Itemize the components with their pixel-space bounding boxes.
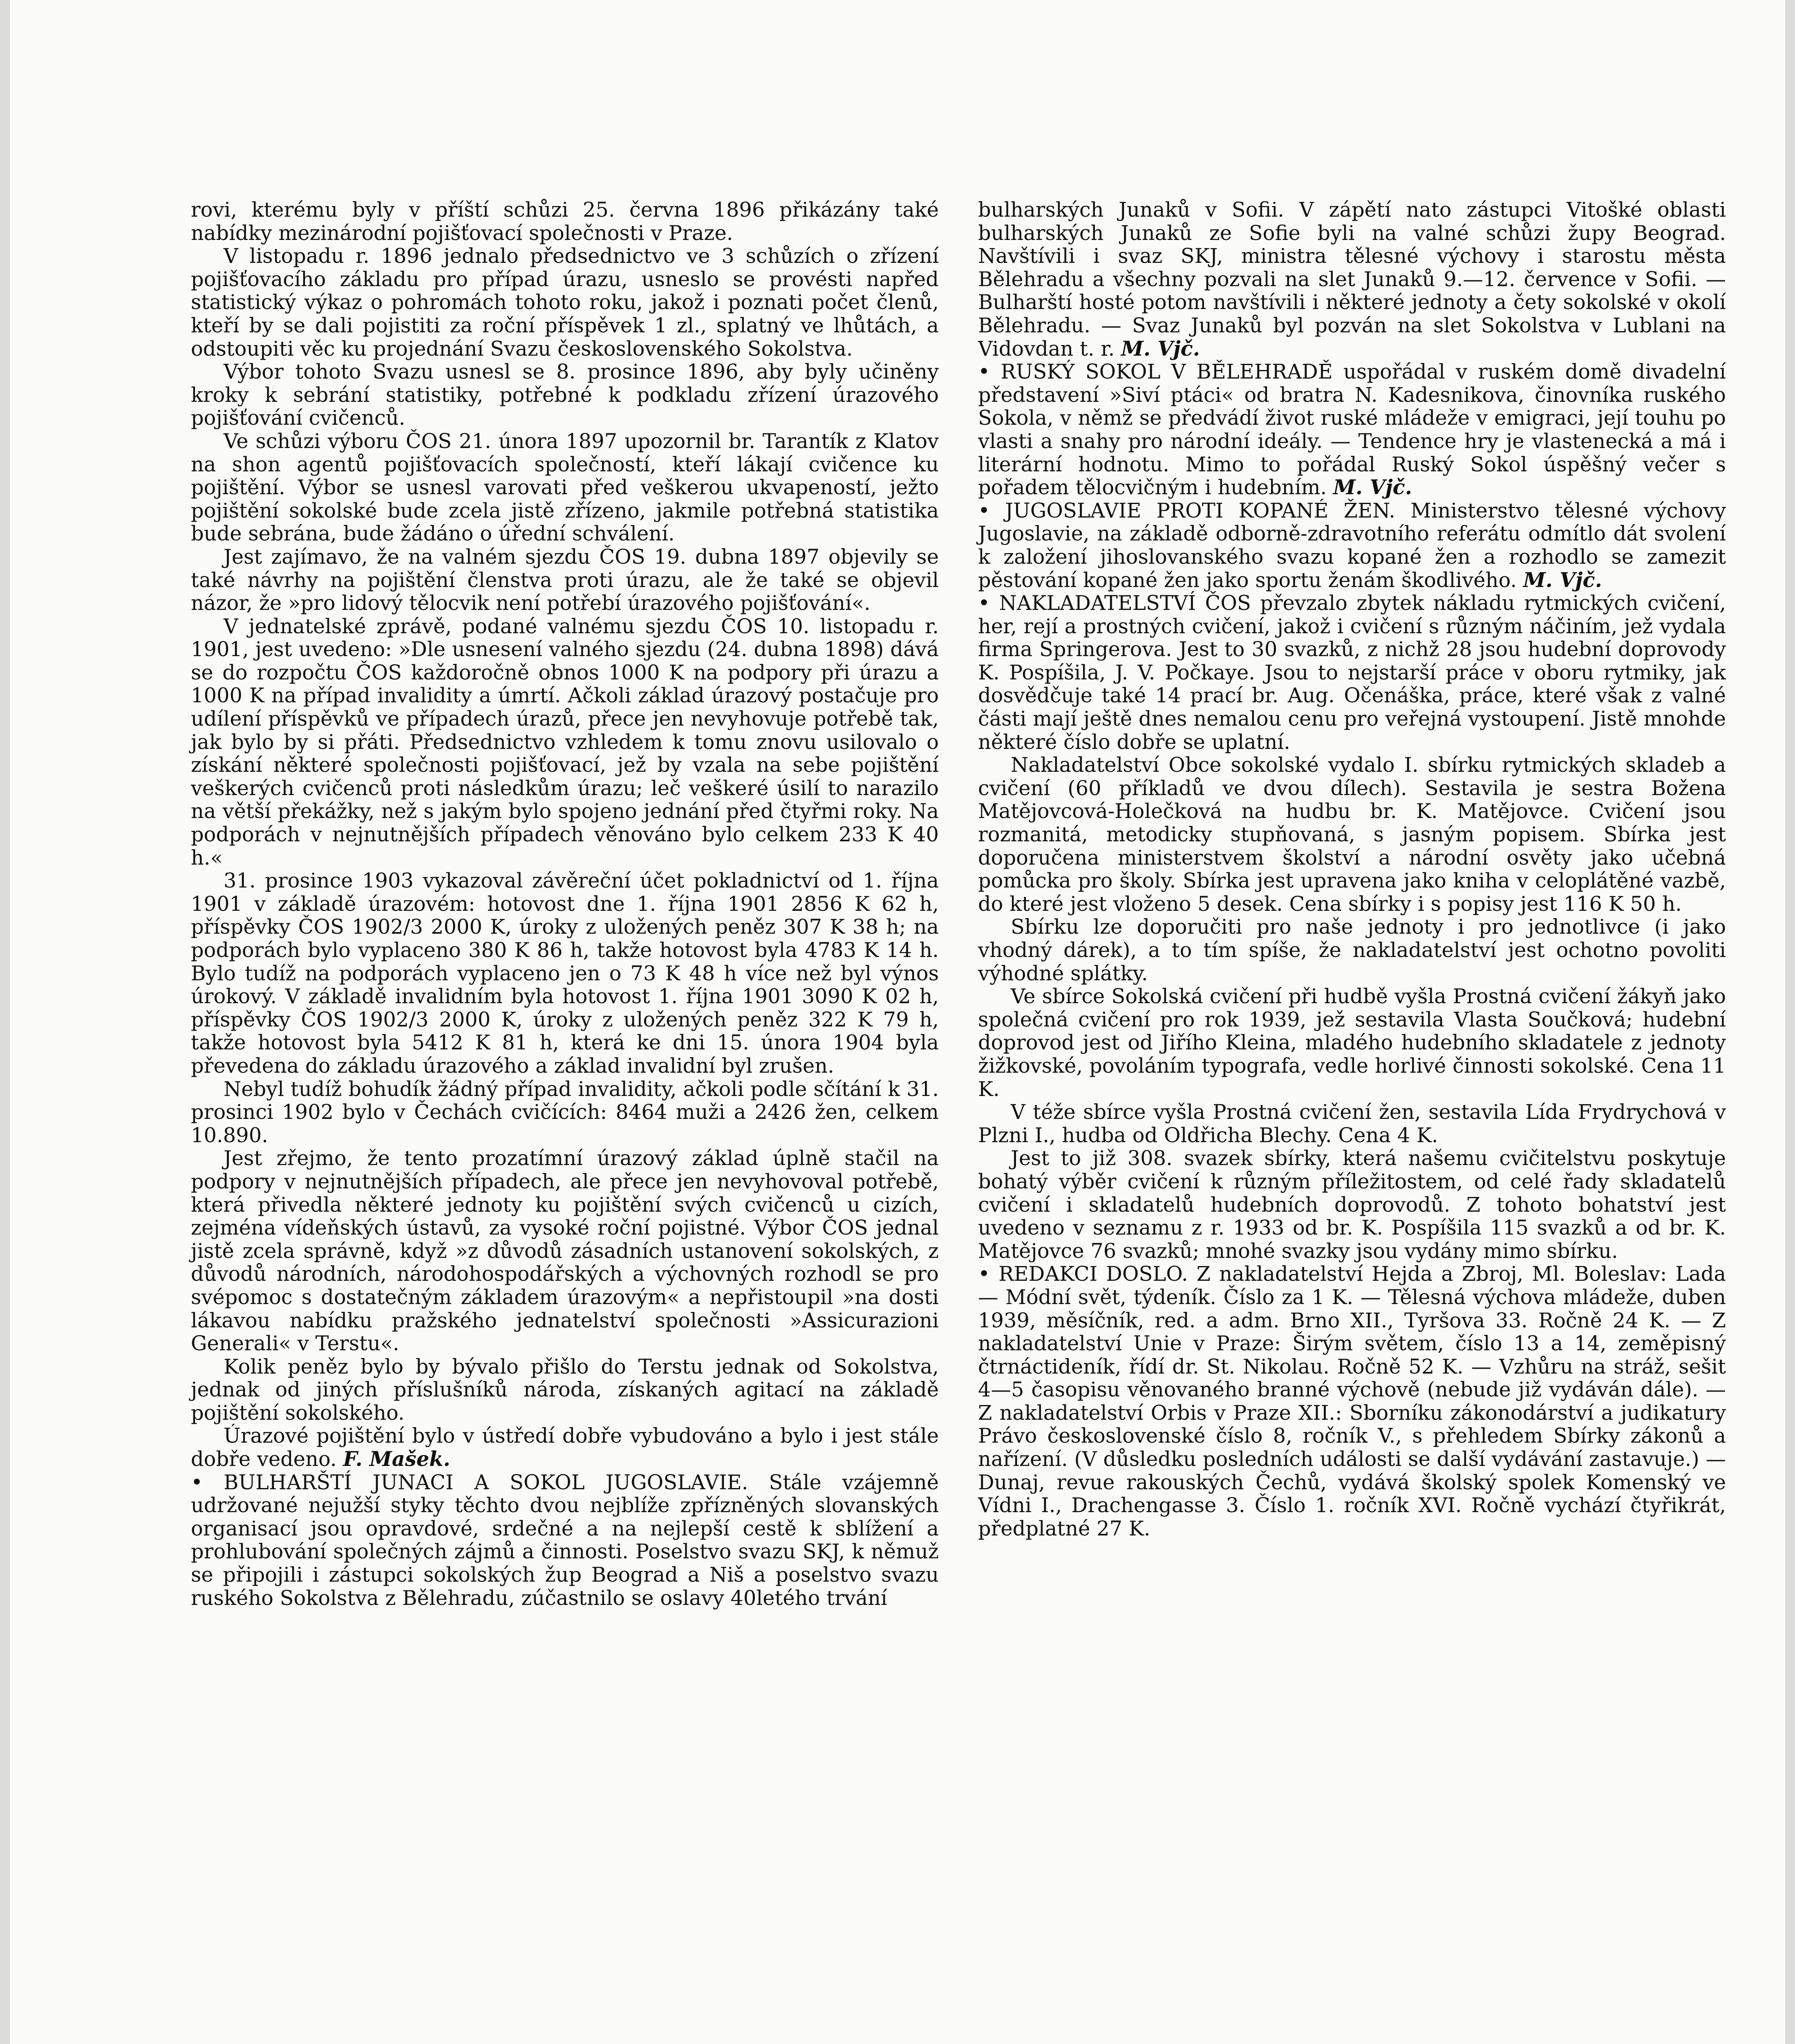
scan-edge-left: [0, 0, 10, 2044]
paragraph: [978, 198, 1726, 360]
news-item: • NAKLADATELSTVÍ ČOS převzalo zbytek nákladu rytmických cvičení, her, rejí a prostných cvičení, jakož i cvičení s různým náčiním, jež vydala firma Springerova. Jest to 30 svazků, z nichž 28 jsou hudební doprovody K. Pospíšila, J. V. Počkaye. Jsou to nejstarší práce v oboru rytmiky, jak dosvědčuje také 14 prací br. Aug. Očenáška, práce, které však z valné části mají ještě dnes nemalou cenu pro veřejná vystoupení. Jistě mnohde některé číslo dobře se uplatní.: [978, 591, 1726, 754]
paragraph: V téže sbírce vyšla Prostná cvičení žen, sestavila Lída Frydrychová v Plzni I., hudba od Oldřicha Blechy. Cena 4 K.: [978, 1100, 1726, 1147]
paragraph: Sbírku lze doporučiti pro naše jednoty i pro jednotlivce (i jako vhodný dárek), a to tím spíše, že nakladatelství jest ochotno povoliti výhodné splátky.: [978, 915, 1726, 985]
news-item: [978, 499, 1726, 592]
scan-edge-right: [1785, 0, 1795, 2044]
paragraph: Nakladatelství Obce sokolské vydalo I. sbírku rytmických skladeb a cvičení (60 příkladů ve dvou dílech). Sestavila je sestra Božena Matějovcová-Holečková na hudbu br. K. Matějovce. Cvičení jsou rozmanitá, metodicky stupňovaná, s jasným popisem. Sbírka jest doporučena ministerstvem školství a národní osvěty jako učebná pomůcka pro školy. Sbírka jest upravena jako kniha v celoplátěné vazbě, do které jest vloženo 5 desek. Cena sbírky i s popisy jest 116 K 50 h.: [978, 753, 1726, 916]
news-item: • BULHARŠTÍ JUNACI A SOKOL JUGOSLAVIE. Stále vzájemně udržované nejužší styky těchto dvou nejblíže zpřízněných slovanských organisací jsou opravdové, srdečné a na nejlepší cestě k sblížení a prohlubování společných zájmů a činnosti. Poselstvo svazu SKJ, k němuž se připojili i zástupci sokolských žup Beograd a Niš a poselstvo svazu ruského Sokolstva z Bělehradu, zúčastnilo se oslavy 40letého trvání: [191, 1470, 939, 1610]
paragraph: 31. prosince 1903 vykazoval závěreční účet pokladnictví od 1. října 1901 v základě úrazovém: hotovost dne 1. října 1901 2856 K 62 h, příspěvky ČOS 1902/3 2000 K, úroky z uložených peněz 307 K 38 h; na podporách bylo vyplaceno 380 K 86 h, takže hotovost byla 4783 K 14 h. Bylo tudíž na podporách vyplaceno jen o 73 K 48 h více než byl výnos úrokový. V základě invalidním byla hotovost 1. října 1901 3090 K 02 h, příspěvky ČOS 1902/3 2000 K, úroky z uložených peněz 322 K 79 h, takže hotovost byla 5412 K 81 h, která ke dni 15. února 1904 byla převedena do základu úrazového a základ invalidní byl zrušen.: [191, 869, 939, 1078]
paragraph: V jednatelské zprávě, podané valnému sjezdu ČOS 10. listopadu r. 1901, jest uvedeno: »Dle usnesení valného sjezdu (24. dubna 1898) dává se do rozpočtu ČOS každoročně obnos 1000 K na podpory při úrazu a 1000 K na případ invalidity a úmrtí. Ačkoli základ úrazový postačuje pro udílení příspěvků ve případech úrazů, přece jen nevyhovuje potřebě tak, jak bylo by si přáti. Předsednictvo vzhledem k tomu znovu usilovalo o získání některé společnosti pojišťovací, jež by vzala na sebe pojištění veškerých cvičenců proti následkům úrazu; leč veškeré úsilí to narazilo na větší překážky, než s jakým bylo spojeno jednání před čtyřmi roky. Na podporách v nejnutnějších případech věnováno bylo celkem 233 K 40 h.«: [191, 614, 939, 870]
paragraph-text: • RUSKÝ SOKOL V BĚLEHRADĚ uspořádal v ruském domě divadelní představení »Siví ptáci« od bratra N. Kadesnikova, činovníka ruského Sokola, v němž se předvádí život ruské mládeže v emigraci, její touhu po vlasti a snahy pro národní ideály. — Tendence hry je vlastenecká a má i literární hodnotu. Mimo to pořádal Ruský Sokol úspěšný večer s pořadem tělocvičným i hudebním.: [978, 360, 1726, 500]
news-item: [978, 360, 1726, 499]
right-column: [978, 198, 1726, 1540]
author-signature: M. Vjč.: [1523, 568, 1602, 592]
paragraph: Ve schůzi výboru ČOS 21. února 1897 upozornil br. Tarantík z Klatov na shon agentů pojišťovacích společností, kteří lákají cvičence ku pojištění. Výbor se usnesl varovati před veškerou ukvapeností, ježto pojištění sokolské bude zcela jistě zřízeno, jakmile potřebná statistika bude sebrána, bude žádáno o úřední schválení.: [191, 429, 939, 546]
paragraph-text: • JUGOSLAVIE PROTI KOPANÉ ŽEN. Ministerstvo tělesné výchovy Jugoslavie, na základě odborně-zdravotního referátu odmítlo dát svolení k založení jihoslovanského svazu kopané žen a rozhodlo se zamezit pěstování kopané žen jako sportu ženám škodlivého.: [978, 498, 1726, 592]
paragraph: rovi, kterému byly v příští schůzi 25. června 1896 přikázány také nabídky mezinárodní pojišťovací společnosti v Praze.: [191, 198, 939, 245]
paragraph: Kolik peněz bylo by bývalo přišlo do Terstu jednak od Sokolstva, jednak od jiných příslušníků národa, získaných agitací na základě pojištění sokolského.: [191, 1354, 939, 1425]
paragraph-text: bulharských Junaků v Sofii. V zápětí nato zástupci Vitošké oblasti bulharských Junaků ze Sofie byli na valné schůzi župy Beograd. Navštívili i svaz SKJ, ministra tělesné výchovy i starostu města Bělehradu a všechny pozvali na slet Junaků 9.—12. července v Sofii. — Bulharští hosté potom navštívili i některé jednoty a čety sokolské v okolí Bělehradu. — Svaz Junaků byl pozván na slet Sokolstva v Lublani na Vidovdan t. r.: [978, 198, 1726, 361]
paragraph: Jest zřejmo, že tento prozatímní úrazový základ úplně stačil na podpory v nejnutnějších případech, ale přece jen nevyhovoval potřebě, která přivedla některé jednoty ku pojištění svých cvičenců u cizích, zejména vídeňských ústavů, za vysoké roční pojistné. Výbor ČOS jednal jistě zcela správně, když »z důvodů zásadních ustanovení sokolských, z důvodů národních, národohospodářských a výchovných rozhodl se pro svépomoc s dostatečným základem úrazovým« a nepřistoupil »na dosti lákavou nabídku pražského jednatelství společnosti »Assicurazioni Generali« v Terstu«.: [191, 1146, 939, 1356]
left-column: [191, 198, 939, 1609]
paragraph: Jest to již 308. svazek sbírky, která našemu cvičitelstvu poskytuje bohatý výběr cvičení k různým příležitostem, od celé řady skladatelů cvičení i skladatelů hudebních doprovodů. Z tohoto bohatství jest uvedeno v seznamu z r. 1933 od br. K. Pospíšila 115 svazků a od br. K. Matějovce 76 svazků; mnohé svazky jsou vydány mimo sbírku.: [978, 1146, 1726, 1263]
paragraph: Jest zajímavo, že na valném sjezdu ČOS 19. dubna 1897 objevily se také návrhy na pojištění členstva proti úrazu, ale že také se objevil názor, že »pro lidový tělocvik není potřebí úrazového pojišťování«.: [191, 545, 939, 615]
author-signature: F. Mašek.: [343, 1447, 450, 1471]
paragraph: V listopadu r. 1896 jednalo předsednictvo ve 3 schůzích o zřízení pojišťovacího základu pro případ úrazu, usneslo se provésti napřed statistický výkaz o pohromách tohoto roku, jakož i poznati počet členů, kteří by se dali pojistiti za roční příspěvek 1 zl., splatný ve lhůtách, a odstoupiti věc ku projednání Svazu československého Sokolstva.: [191, 244, 939, 361]
paragraph: Ve sbírce Sokolská cvičení při hudbě vyšla Prostná cvičení žákyň jako společná cvičení pro rok 1939, jež sestavila Vlasta Součková; hudební doprovod jest od Jiřího Kleina, mladého hudebního skladatele z jednoty žižkovské, povoláním typografa, vedle horlivé činnosti sokolské. Cena 11 K.: [978, 984, 1726, 1101]
paragraph: Nebyl tudíž bohudík žádný případ invalidity, ačkoli podle sčítání k 31. prosinci 1902 bylo v Čechách cvičících: 8464 muži a 2426 žen, celkem 10.890.: [191, 1077, 939, 1147]
paragraph-text: Úrazové pojištění bylo v ústředí dobře vybudováno a bylo i jest stále dobře vedeno.: [191, 1424, 939, 1471]
author-signature: M. Vjč.: [1121, 336, 1200, 361]
author-signature: M. Vjč.: [1333, 475, 1412, 500]
news-item: • REDAKCI DOSLO. Z nakladatelství Hejda a Zbroj, Ml. Boleslav: Lada — Módní svět, týdeník. Číslo za 1 K. — Tělesná výchova mládeže, duben 1939, měsíčník, red. a adm. Brno XII., Tyršova 33. Ročně 24 K. — Z nakladatelství Unie v Praze: Širým světem, číslo 13 a 14, zeměpisný čtrnáctideník, řídí dr. St. Nikolau. Ročně 52 K. — Vzhůru na stráž, sešit 4—5 časopisu věnovaného branné výchově (nebude již vydáván dále). — Z nakladatelství Orbis v Praze XII.: Sborníku zákonodárství a judikatury Právo československé číslo 8, ročník V., s přehledem Sbírky zákonů a nařízení. (V důsledku posledních události se další vydávání zastavuje.) — Dunaj, revue rakouských Čechů, vydává školský spolek Komenský ve Vídni I., Drachengasse 3. Číslo 1. ročník XVI. Ročně vychází čtyřikrát, předplatné 27 K.: [978, 1262, 1726, 1540]
paragraph: Výbor tohoto Svazu usnesl se 8. prosince 1896, aby byly učiněny kroky k sebrání statistiky, potřebné k podkladu zřízení úrazového pojišťování cvičenců.: [191, 360, 939, 430]
paragraph: [191, 1424, 939, 1470]
